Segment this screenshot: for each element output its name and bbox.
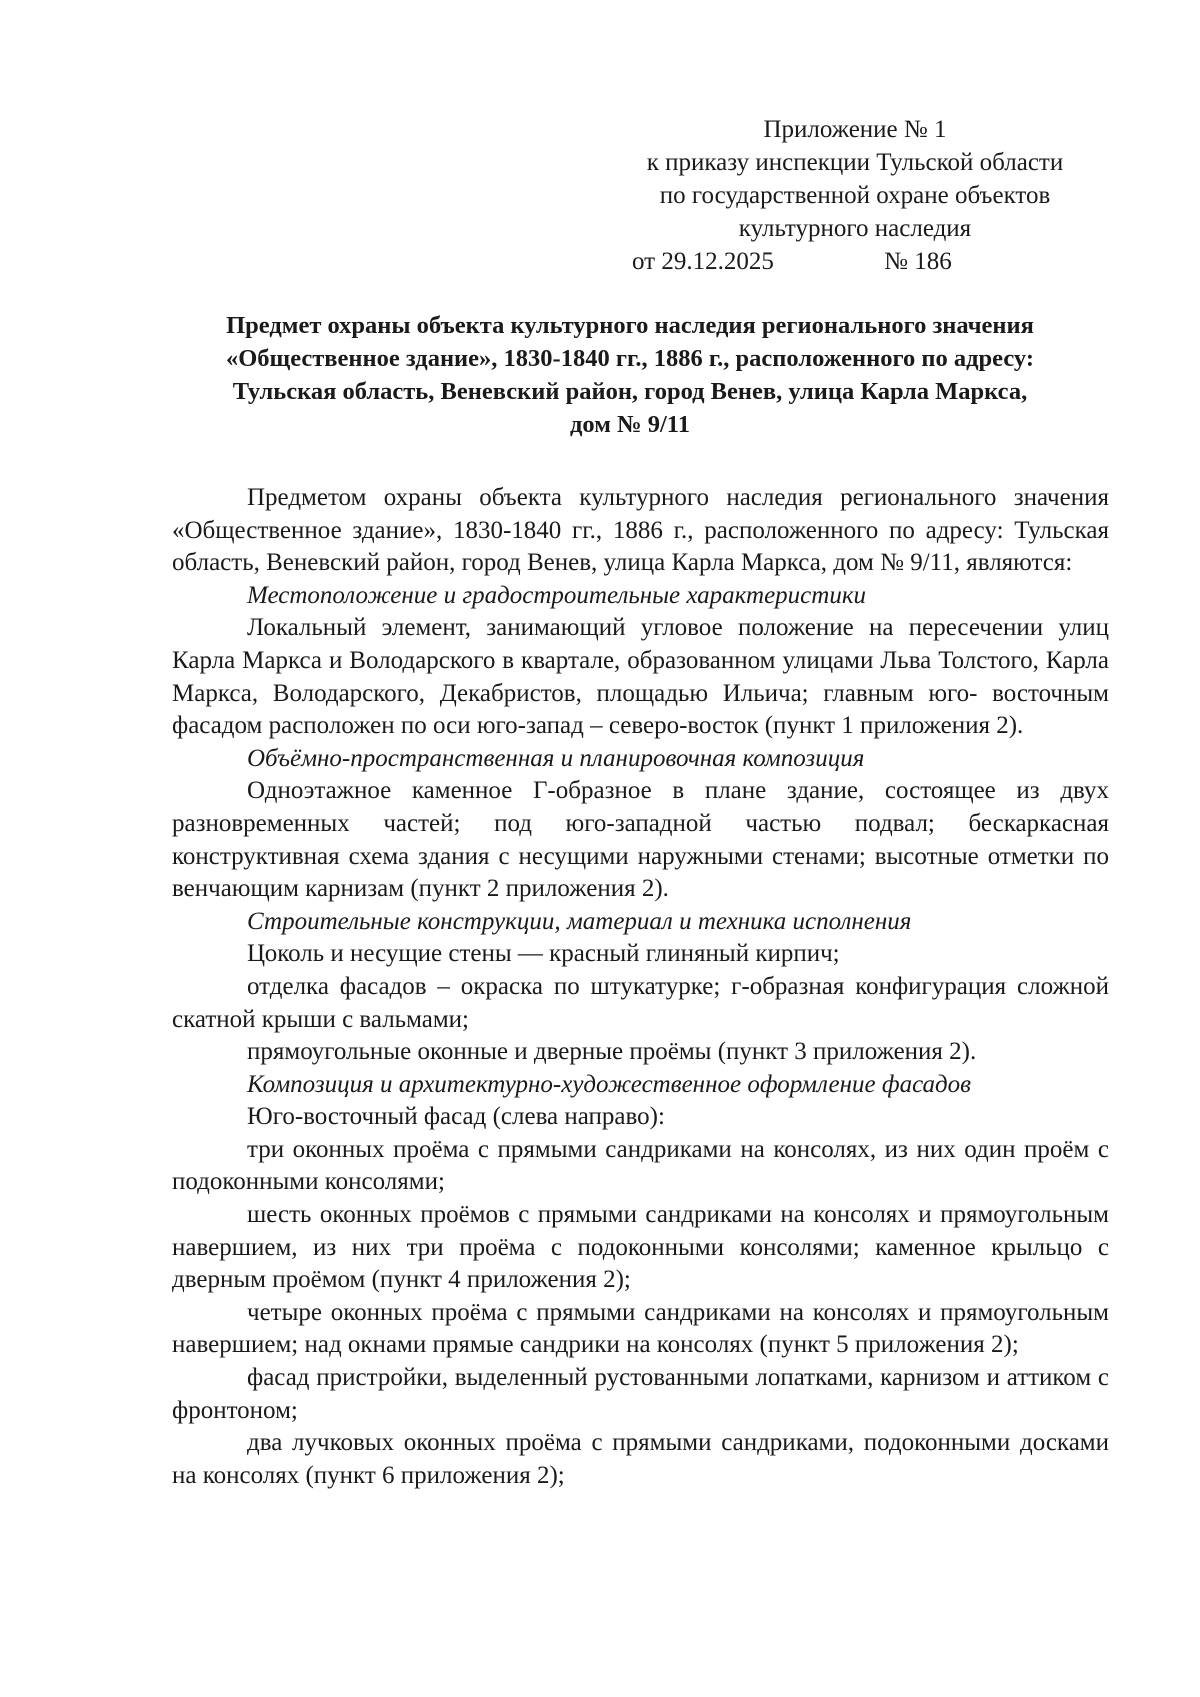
- location-paragraph: Локальный элемент, занимающий угловое положение на пересечении улиц Карла Маркса и Володарского в квартале, образованном улицами Льва Толстого, Карла Маркса, Володарского, Декабристов, площадью Ильича; главным юго- восточным фасадом расположен по оси юго-запад – северо-восток (пункт 1 приложения 2).: [172, 614, 1109, 740]
- document-body: [172, 482, 1109, 1492]
- appendix-number: Приложение № 1: [763, 116, 947, 143]
- construction-paragraph-roof: отделка фасадов – окраска по штукатурке; г-образная конфигурация сложной скатной крыши с вальмами;: [172, 972, 1109, 1033]
- title-line-1: Предмет охраны объекта культурного наследия регионального значения: [226, 312, 1034, 339]
- appendix-heritage-line: культурного наследия: [738, 215, 972, 242]
- order-number: № 186: [884, 248, 952, 275]
- title-line-3: Тульская область, Веневский район, город Венев, улица Карла Маркса,: [232, 378, 1028, 405]
- appendix-agency-line: по государственной охране объектов: [659, 182, 1051, 209]
- section-heading-construction: Строительные конструкции, материал и техника исполнения: [247, 907, 912, 935]
- facade-paragraph-3: четыре оконных проёма с прямыми сандриками на консолях и прямоугольным навершием; над окнами прямые сандрики на консолях (пункт 5 приложения 2);: [172, 1298, 1109, 1359]
- facade-paragraph-5: два лучковых оконных проёма с прямыми сандриками, подоконными досками на консолях (пункт 6 приложения 2);: [172, 1429, 1109, 1489]
- composition-paragraph: Одноэтажное каменное Г-образное в плане здание, состоящее из двух разновременных частей; под юго-западной частью подвал; бескаркасная конструктивная схема здания с несущими наружными стенами; высотные отметки по венчающим карнизам (пункт 2 приложения 2).: [172, 777, 1109, 903]
- document-title: [150, 309, 1110, 441]
- appendix-date-line: [600, 245, 1110, 278]
- facade-paragraph-2: шесть оконных проёмов с прямыми сандриками на консолях и прямоугольным навершием, из них три проёма с подоконными консолями; каменное крыльцо с дверным проёмом (пункт 4 приложения 2);: [172, 1201, 1109, 1294]
- intro-paragraph: Предметом охраны объекта культурного наследия регионального значения «Общественное здание», 1830-1840 гг., 1886 г., расположенного по адресу: Тульская область, Веневский район, город Венев, улица Карла Маркса, дом № 9/11, являются:: [172, 484, 1109, 577]
- facade-paragraph-4: фасад пристройки, выделенный рустованными лопатками, карнизом и аттиком с фронтоном;: [172, 1364, 1109, 1424]
- section-heading-facades: Композиция и архитектурно-художественное оформление фасадов: [247, 1070, 972, 1098]
- facade-paragraph-1: три оконных проёма с прямыми сандриками на консолях, из них один проём с подоконными консолями;: [172, 1135, 1109, 1196]
- appendix-header: [600, 113, 1110, 278]
- section-heading-location: Местоположение и градостроительные характеристики: [247, 581, 867, 609]
- facade-paragraph-intro: Юго-восточный фасад (слева направо):: [247, 1103, 665, 1131]
- order-date: от 29.12.2025: [632, 248, 774, 275]
- title-line-2: «Общественное здание», 1830-1840 гг., 1886 г., расположенного по адресу:: [225, 345, 1034, 372]
- construction-paragraph-openings: прямоугольные оконные и дверные проёмы (пункт 3 приложения 2).: [247, 1038, 977, 1066]
- appendix-order-line: к приказу инспекции Тульской области: [646, 149, 1064, 176]
- title-line-4: дом № 9/11: [570, 411, 690, 438]
- section-heading-composition: Объёмно-пространственная и планировочная композиция: [247, 744, 865, 772]
- construction-paragraph-walls: Цоколь и несущие стены — красный глиняный кирпич;: [247, 940, 840, 968]
